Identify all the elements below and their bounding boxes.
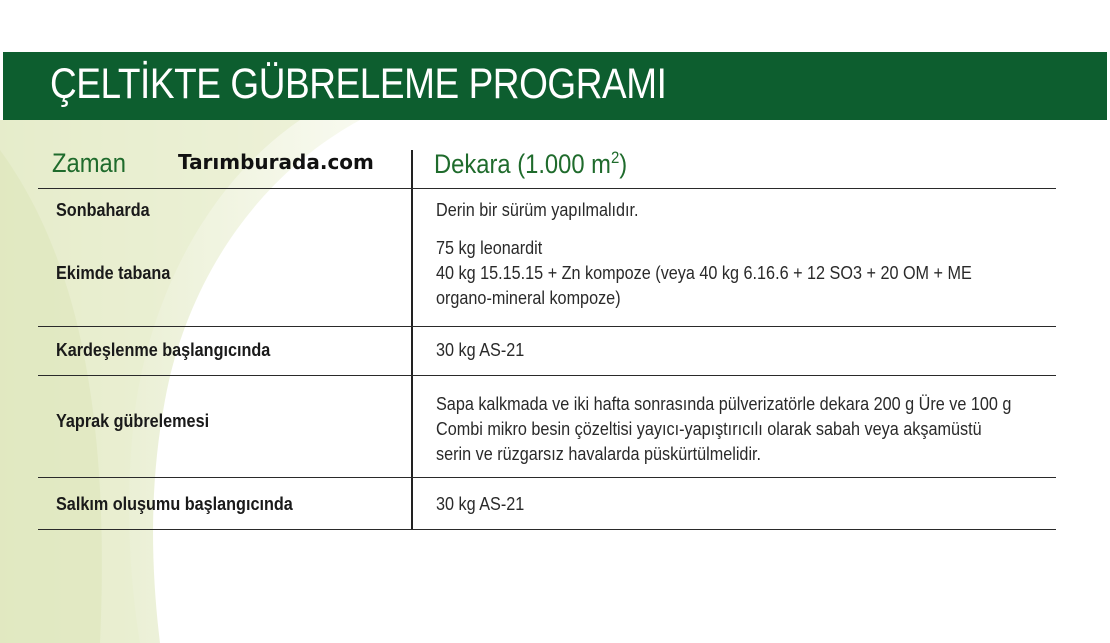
column-header-amount bbox=[434, 148, 627, 180]
row-separator bbox=[38, 326, 1056, 327]
row-label-salkim-olusumu: Salkım oluşumu başlangıcında bbox=[56, 494, 293, 514]
row-value-salkim-olusumu bbox=[436, 492, 524, 517]
row-value-line: Sapa kalkmada ve iki hafta sonrasında pülverizatörle dekara 200 g Üre ve 100 g bbox=[436, 394, 1012, 414]
row-label-sonbaharda: Sonbaharda bbox=[56, 200, 150, 220]
watermark-text: Tarımburada.com bbox=[178, 150, 374, 174]
column-divider bbox=[411, 150, 413, 530]
row-value-yaprak-gubrelemesi bbox=[436, 392, 1011, 467]
column-header-amount-text: Dekara (1.000 m bbox=[434, 149, 611, 179]
row-value-line: 40 kg 15.15.15 + Zn kompoze (veya 40 kg 6.16.6 + 12 SO3 + 20 OM + ME bbox=[436, 263, 972, 283]
column-header-amount-superscript: 2 bbox=[610, 148, 620, 167]
row-separator bbox=[38, 188, 1056, 189]
row-value-line: serin ve rüzgarsız havalarda püskürtülmelidir. bbox=[436, 444, 762, 464]
row-label-kardeslenme: Kardeşlenme başlangıcında bbox=[56, 340, 271, 360]
row-value-line: organo-mineral kompoze) bbox=[436, 288, 621, 308]
row-separator bbox=[38, 477, 1056, 478]
row-value-line: Derin bir sürüm yapılmalıdır. bbox=[436, 200, 639, 220]
row-value-line: Combi mikro besin çözeltisi yayıcı-yapıştırıcılı olarak sabah veya akşamüstü bbox=[436, 419, 982, 439]
row-value-line: 30 kg AS-21 bbox=[436, 494, 525, 514]
row-value-line: 30 kg AS-21 bbox=[436, 340, 525, 360]
row-value-line: 75 kg leonardit bbox=[436, 238, 543, 258]
column-header-amount-close: ) bbox=[619, 149, 628, 179]
row-label-ekimde-tabana: Ekimde tabana bbox=[56, 263, 171, 283]
column-header-time: Zaman bbox=[52, 148, 126, 178]
row-separator bbox=[38, 529, 1056, 530]
page-title: ÇELTİKTE GÜBRELEME PROGRAMI bbox=[50, 60, 667, 108]
row-separator bbox=[38, 375, 1056, 376]
row-value-sonbaharda bbox=[436, 198, 639, 223]
row-value-ekimde-tabana bbox=[436, 236, 972, 311]
row-label-yaprak-gubrelemesi: Yaprak gübrelemesi bbox=[56, 411, 210, 431]
row-value-kardeslenme bbox=[436, 338, 524, 363]
